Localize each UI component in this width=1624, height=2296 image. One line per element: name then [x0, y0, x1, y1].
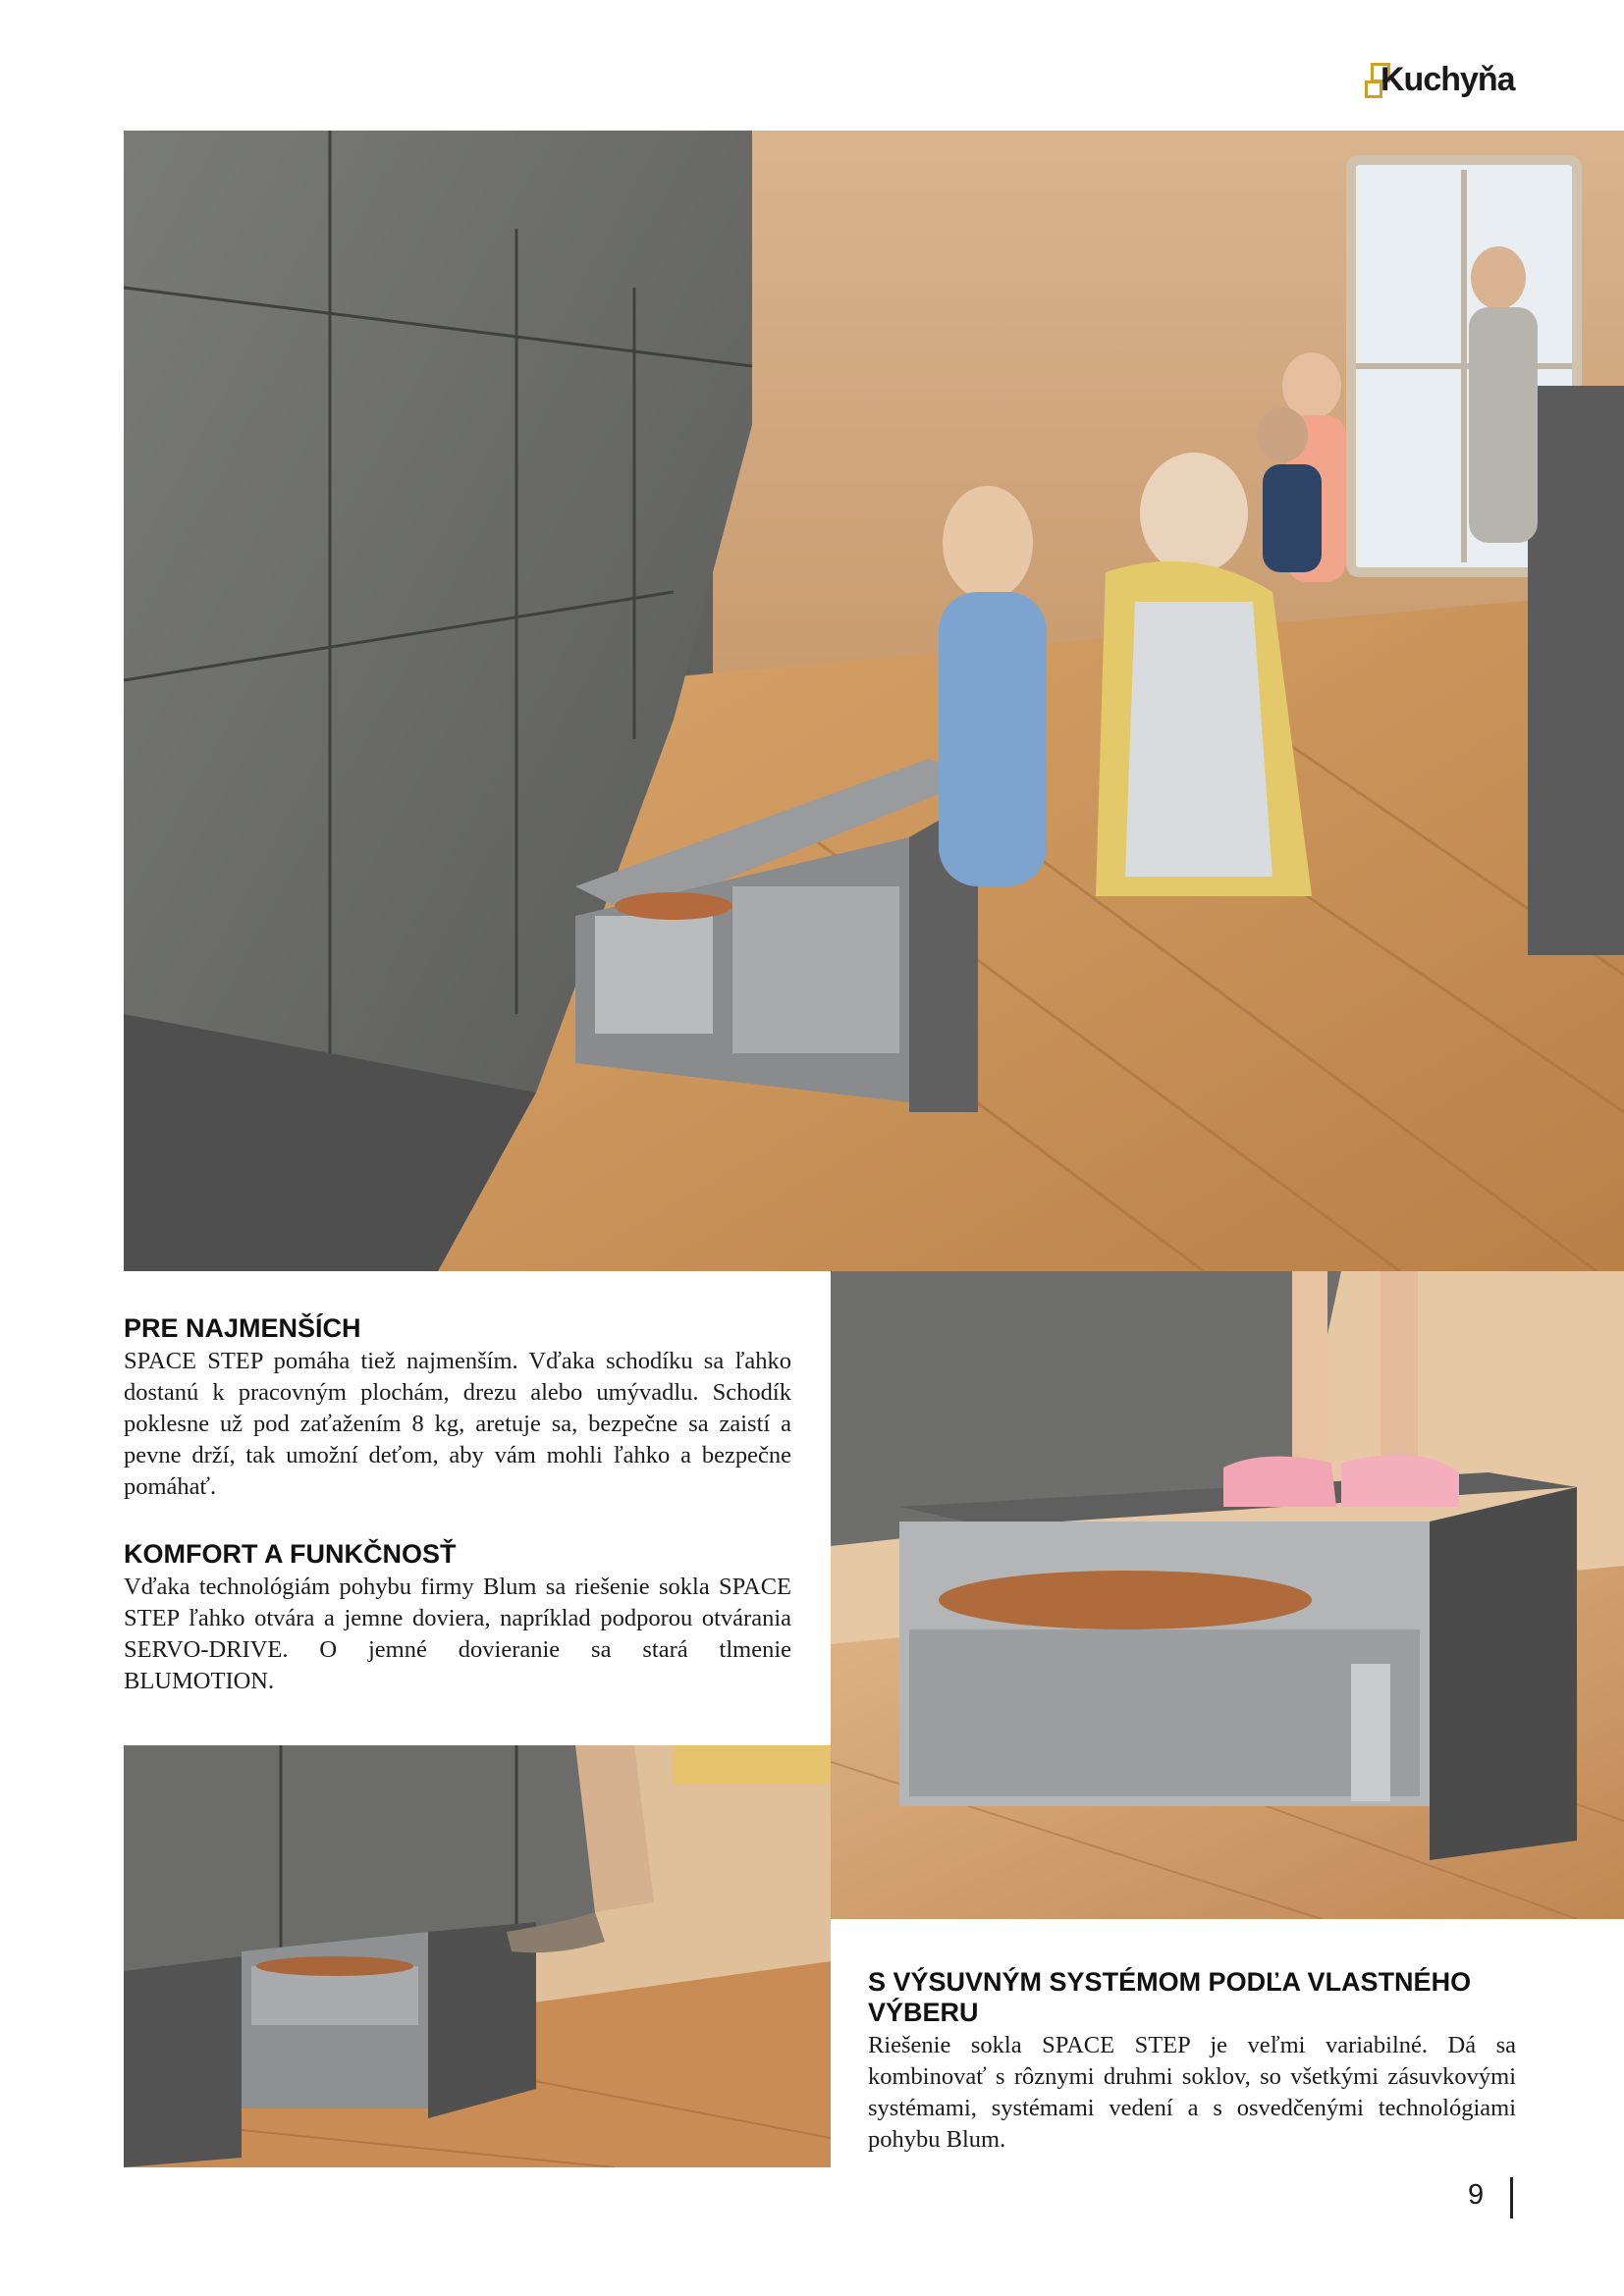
- section-komfort: [124, 1539, 791, 1697]
- section-vysuvny-system: [868, 1967, 1516, 2156]
- section-heading: PRE NAJMENŠÍCH: [124, 1313, 361, 1343]
- section-body: Riešenie sokla SPACE STEP je veľmi variabilné. Dá sa kombinovať s rôznymi druhmi soklov, so všetkými zásuvkovými systémami, systémami vedení a s osvedčenými technológiami pohybu Blum.: [868, 2032, 1516, 2153]
- section-heading: KOMFORT A FUNKČNOSŤ: [124, 1539, 457, 1569]
- plinth-photo-icon: [124, 1745, 831, 2167]
- kitchen-photo-icon: [124, 131, 1624, 1271]
- page-number-divider: [1510, 2177, 1513, 2218]
- step-photo: [831, 1271, 1624, 1919]
- logo-text: Kuchyňa: [1380, 61, 1515, 98]
- plinth-photo: [124, 1745, 831, 2167]
- step-photo-icon: [831, 1271, 1624, 1919]
- section-body: SPACE STEP pomáha tiež najmenším. Vďaka schodíku sa ľahko dostanú k pracovným plochám, drezu alebo umývadlu. Schodík poklesne už pod zaťažením 8 kg, aretuje sa, bezpečne sa zaistí a pevne drží, tak umožní deťom, aby vám mohli ľahko a bezpečne pomáhať.: [124, 1348, 791, 1500]
- section-body: Vďaka technológiám pohybu firmy Blum sa riešenie sokla SPACE STEP ľahko otvára a jemne doviera, napríklad podporou otvárania SERVO-DRIVE. O jemné dovieranie sa stará tlmenie BLUMOTION.: [124, 1574, 791, 1694]
- section-pre-najmensich: [124, 1313, 791, 1503]
- page-number: 9: [1468, 2179, 1485, 2211]
- magazine-logo: [1365, 57, 1532, 106]
- section-heading: S VÝSUVNÝM SYSTÉMOM PODĽA VLASTNÉHO VÝBERU: [868, 1967, 1472, 2027]
- kitchen-photo: [124, 131, 1624, 1271]
